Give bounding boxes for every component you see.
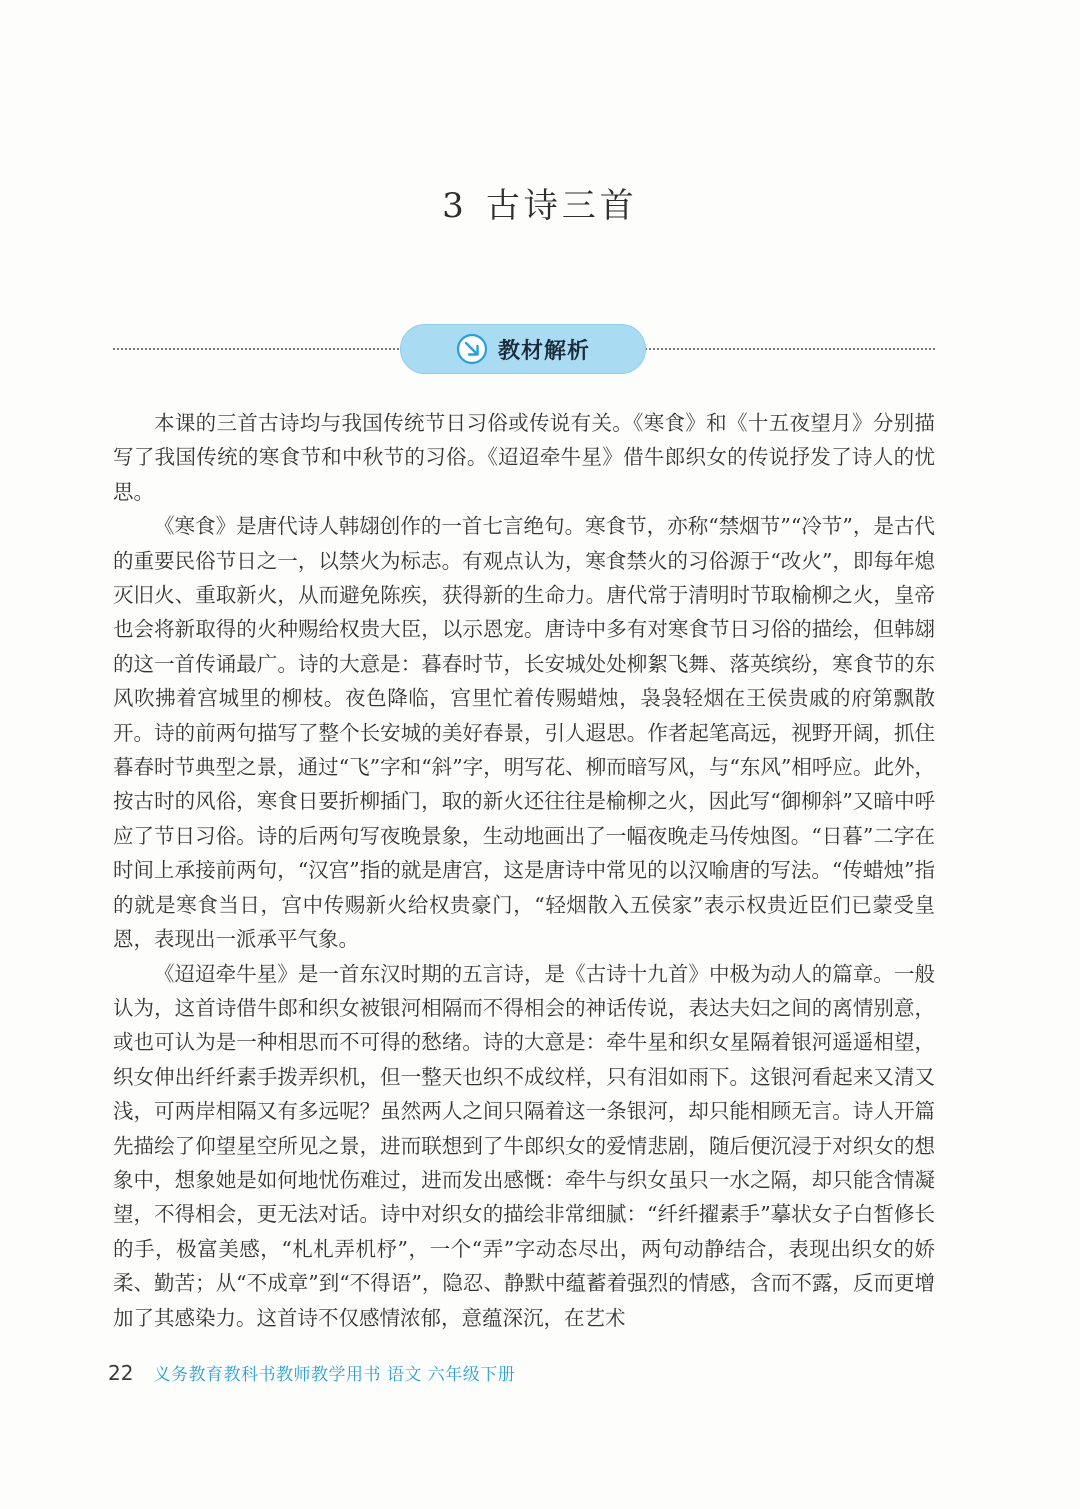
section-header: [113, 324, 935, 374]
chapter-number: 3: [442, 186, 468, 226]
book-title: 义务教育教科书教师教学用书 语文 六年级下册: [153, 1365, 516, 1385]
dotted-divider-left: [113, 348, 403, 350]
paragraph-tiaotiao: 《迢迢牵牛星》是一首东汉时期的五言诗，是《古诗十九首》中极为动人的篇章。一般认为，这首诗借牛郎和织女被银河相隔而不得相会的神话传说，表达夫妇之间的离情别意，或也可认为是一种相思而不可得的愁绪。诗的大意是：牵牛星和织女星隔着银河遥遥相望，织女伸出纤纤素手拨弄织机，但一整天也织不成纹样，只有泪如雨下。这银河看起来又清又浅，可两岸相隔又有多远呢？虽然两人之间只隔着这一条银河，却只能相顾无言。诗人开篇先描绘了仰望星空所见之景，进而联想到了牛郎织女的爱情悲剧，随后便沉浸于对织女的想象中，想象她是如何地忧伤难过，进而发出感慨：牵牛与织女虽只一水之隔，却只能含情凝望，不得相会，更无法对话。诗中对织女的描绘非常细腻：“纤纤擢素手”摹状女子白皙修长的手，极富美感，“札札弄机杼”，一个“弄”字动态尽出，两句动静结合，表现出织女的娇柔、勤苦；从“不成章”到“不得语”，隐忍、静默中蕴蓄着强烈的情感，含而不露，反而更增加了其感染力。这首诗不仅感情浓郁，意蕴深沉，在艺术: [113, 961, 935, 1330]
paragraph-hanshi: 《寒食》是唐代诗人韩翃创作的一首七言绝句。寒食节，亦称“禁烟节”“冷节”，是古代的重要民俗节日之一，以禁火为标志。有观点认为，寒食禁火的习俗源于“改火”，即每年熄灭旧火、重取新火，从而避免陈疾，获得新的生命力。唐代常于清明时节取榆柳之火，皇帝也会将新取得的火种赐给权贵大臣，以示恩宠。唐诗中多有对寒食节日习俗的描绘，但韩翃的这一首传诵最广。诗的大意是：暮春时节，长安城处处柳絮飞舞、落英缤纷，寒食节的东风吹拂着宫城里的柳枝。夜色降临，宫里忙着传赐蜡烛，袅袅轻烟在王侯贵戚的府第飘散开。诗的前两句描写了整个长安城的美好春景，引人遐思。作者起笔高远，视野开阔，抓住暮春时节典型之景，通过“飞”字和“斜”字，明写花、柳而暗写风，与“东风”相呼应。此外，按古时的风俗，寒食日要折柳插门，取的新火还往往是榆柳之火，因此写“御柳斜”又暗中呼应了节日习俗。诗的后两句写夜晚景象，生动地画出了一幅夜晚走马传烛图。“日暮”二字在时间上承接前两句，“汉宫”指的就是唐宫，这是唐诗中常见的以汉喻唐的写法。“传蜡烛”指的就是寒食当日，宫中传赐新火给权贵豪门，“轻烟散入五侯家”表示权贵近臣们已蒙受皇恩，表现出一派承平气象。: [113, 514, 935, 952]
section-label: 教材解析: [497, 338, 590, 364]
arrow-circle-icon: [456, 333, 488, 365]
dotted-divider-right: [645, 348, 935, 350]
paragraph-intro: 本课的三首古诗均与我国传统节日习俗或传说有关。《寒食》和《十五夜望月》分别描写了我国传统的寒食节和中秋节的习俗。《迢迢牵牛星》借牛郎织女的传说抒发了诗人的忧思。: [113, 411, 935, 504]
body-text: [113, 406, 935, 1335]
chapter-title-text: 古诗三首: [485, 186, 638, 226]
section-label-pill: [400, 324, 646, 374]
page-footer: [108, 1360, 515, 1385]
chapter-title: [0, 178, 1080, 227]
page-number: 22: [108, 1361, 134, 1385]
